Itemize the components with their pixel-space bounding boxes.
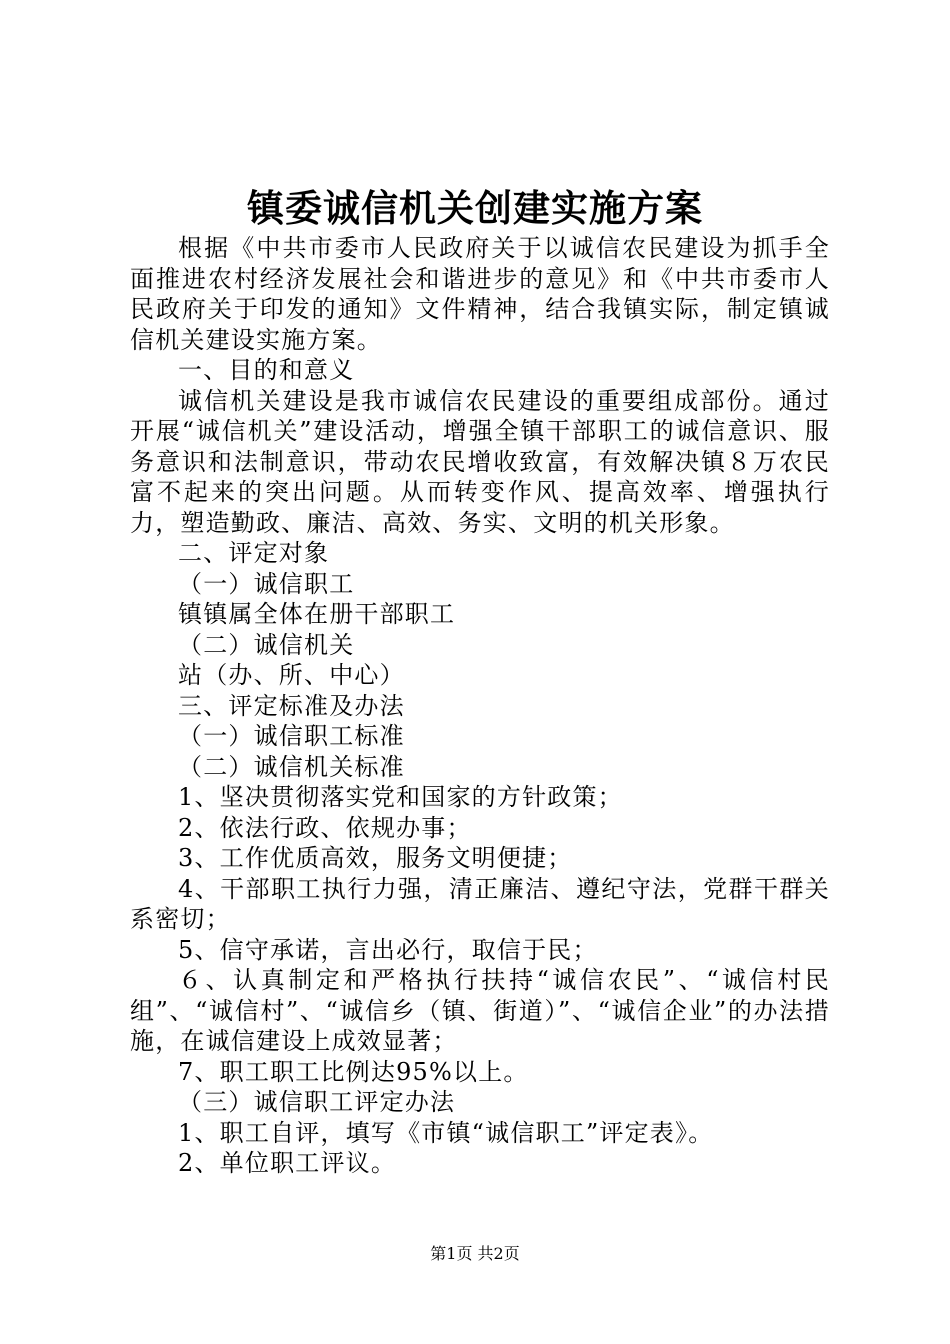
list-item: 2、单位职工评议。	[178, 1149, 397, 1177]
list-item: 7、职工职工比例达95%以上。	[178, 1057, 529, 1086]
paragraph: 镇镇属全体在册干部职工	[178, 600, 456, 628]
list-item: 2、依法行政、依规办事；	[178, 813, 472, 842]
page-footer: 第1页 共2页	[430, 1244, 520, 1263]
list-item: 3、工作优质高效，服务文明便捷；	[178, 844, 573, 872]
subsection-heading: （一）诚信职工	[178, 569, 355, 598]
section-heading: 一、目的和意义	[178, 356, 355, 384]
subsection-heading: （三）诚信职工评定办法	[178, 1088, 456, 1116]
paragraph: 站（办、所、中心）	[178, 661, 405, 689]
section-heading: 二、评定对象	[178, 539, 330, 567]
subsection-heading: （一）诚信职工标准	[178, 722, 405, 750]
paragraph: 诚信机关建设是我市诚信农民建设的重要组成部份。通过开展“诚信机关”建设活动，增强全镇干部职工的诚信意识、服务意识和法制意识，带动农民增收致富，有效解决镇８万农民富不起来的突出问题。从而转变作风、提高效率、增强执行力，塑造勤政、廉洁、高效、务实、文明的机关形象。	[130, 386, 830, 537]
list-item: 4、干部职工执行力强，清正廉洁、遵纪守法，党群干群关系密切；	[130, 874, 830, 933]
list-item: ６、认真制定和严格执行扶持“诚信农民”、“诚信村民组”、“诚信村”、“诚信乡（镇、街道）”、“诚信企业”的办法措施，在诚信建设上成效显著；	[130, 966, 830, 1055]
subsection-heading: （二）诚信机关标准	[178, 752, 405, 781]
document-title: 镇委诚信机关创建实施方案	[247, 186, 703, 230]
section-heading: 三、评定标准及办法	[178, 691, 405, 720]
list-item: 1、坚决贯彻落实党和国家的方针政策；	[178, 783, 623, 811]
subsection-heading: （二）诚信机关	[178, 630, 355, 659]
document-body	[130, 233, 830, 1179]
paragraph: 根据《中共市委市人民政府关于以诚信农民建设为抓手全面推进农村经济发展社会和谐进步的意见》和《中共市委市人民政府关于印发的通知》文件精神，结合我镇实际，制定镇诚信机关建设实施方案。	[130, 234, 830, 354]
list-item: 1、职工自评，填写《市镇“诚信职工”评定表》。	[178, 1118, 714, 1147]
list-item: 5、信守承诺，言出必行，取信于民；	[178, 935, 598, 964]
